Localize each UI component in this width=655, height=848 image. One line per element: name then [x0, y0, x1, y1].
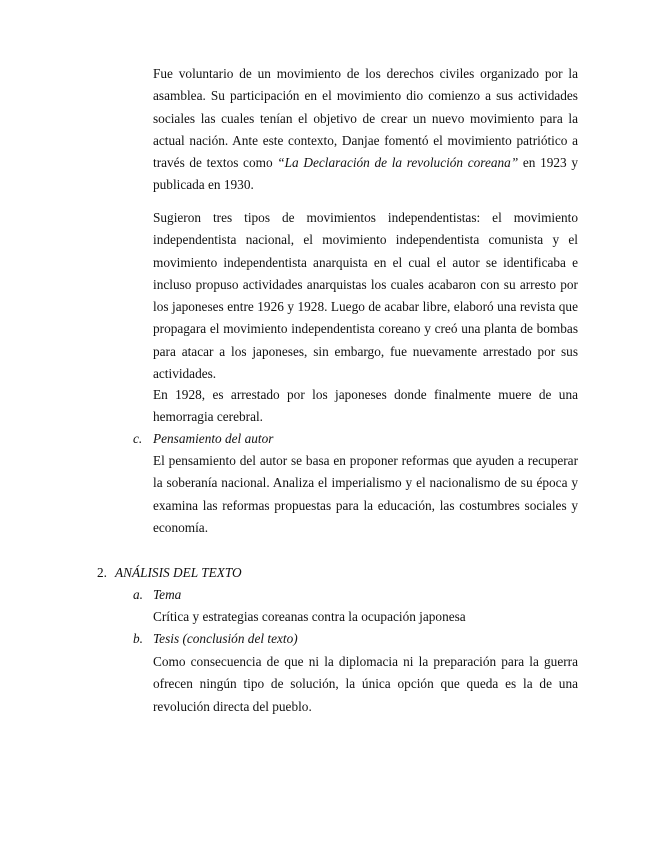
- section-c-marker: c.: [133, 431, 143, 446]
- item-a-text: Crítica y estrategias coreanas contra la ocupación japonesa: [153, 609, 466, 624]
- item-b-heading: Tesis (conclusión del texto): [153, 631, 298, 646]
- section-2-heading: ANÁLISIS DEL TEXTO: [115, 565, 242, 580]
- item-a-marker: a.: [133, 587, 143, 602]
- item-a-heading: Tema: [153, 587, 182, 602]
- item-b-text: Como consecuencia de que ni la diplomacia ni la preparación para la guerra ofrecen ningún tipo de solución, la única opción que queda es la de una revolución directa del pueblo.: [153, 654, 578, 714]
- paragraph-1-text-end: en 1923 y publicada en 1930.: [153, 155, 578, 193]
- section-2-number: 2.: [97, 565, 107, 580]
- item-b-marker: b.: [133, 631, 143, 646]
- section-c-heading: Pensamiento del autor: [153, 431, 274, 446]
- paragraph-1-text-start: Fue voluntario de un movimiento de los derechos civiles organizado por la asamblea. Su participación en el movimiento dio comienzo a sus actividades sociales las cuales tenían el objetivo de crear un nuevo movimiento para la actual nación. Ante este contexto, Danjae fomentó el movimiento patriótico a través de textos como: [153, 66, 578, 171]
- declaration-title: “La Declaración de la revolución coreana”: [277, 155, 519, 171]
- section-c-text: El pensamiento del autor se basa en proponer reformas que ayuden a recuperar la soberanía nacional. Analiza el imperialismo y el nacionalismo de su época y examina las reformas propuestas para la educación, las costumbres sociales y economía.: [153, 453, 578, 535]
- biography-paragraph-1: [153, 63, 578, 197]
- biography-paragraph-3: En 1928, es arrestado por los japoneses donde finalmente muere de una hemorragia cerebral.: [153, 387, 578, 425]
- biography-paragraph-2: Sugieron tres tipos de movimientos independentistas: el movimiento independentista nacional, el movimiento independentista comunista y el movimiento independentista anarquista en el cual el autor se identificaba e incluso propuso actividades anarquistas los cuales acabaron con su arresto por los japoneses entre 1926 y 1928. Luego de acabar libre, elaboró una revista que propagara el movimiento independentista coreano y creó una planta de bombas para atacar a los japoneses, sin embargo, fue nuevamente arrestado por sus actividades.: [153, 210, 578, 382]
